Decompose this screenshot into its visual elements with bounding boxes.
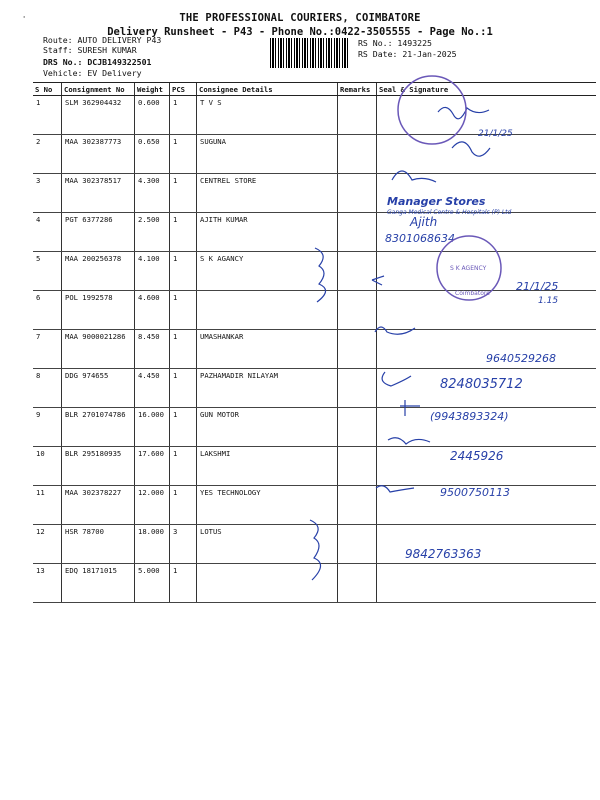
- cell-remarks: [338, 447, 377, 486]
- cell-consignee: AJITH KUMAR: [197, 213, 338, 252]
- runsheet-title: Delivery Runsheet - P43 - Phone No.:0422-3505555 - Page No.:1: [107, 26, 493, 38]
- hw-phone-10: 2445926: [450, 449, 504, 463]
- cell-weight: 18.000: [135, 525, 170, 564]
- table-row: [33, 369, 596, 408]
- vehicle: Vehicle: EV Delivery: [43, 68, 142, 78]
- hw-time-5: 1.15: [538, 296, 559, 306]
- cell-remarks: [338, 486, 377, 525]
- cell-consignment-no: MAA 302378227: [62, 486, 135, 525]
- col-consignee: Consignee Details: [197, 83, 338, 96]
- cell-pcs: 1: [170, 96, 197, 135]
- cell-consignee: [197, 291, 338, 330]
- cell-pcs: 1: [170, 213, 197, 252]
- cell-weight: 16.000: [135, 408, 170, 447]
- table-row: [33, 525, 596, 564]
- cell-consignment-no: MAA 302387773: [62, 135, 135, 174]
- table-row: [33, 564, 596, 603]
- cell-remarks: [338, 96, 377, 135]
- cell-sno: 3: [33, 174, 62, 213]
- col-signature: Seal & Signature: [377, 83, 597, 96]
- cell-remarks: [338, 369, 377, 408]
- cell-consignee: LOTUS: [197, 525, 338, 564]
- cell-pcs: 1: [170, 486, 197, 525]
- cell-consignee: CENTREL STORE: [197, 174, 338, 213]
- table-header-row: [33, 83, 596, 96]
- table-row: [33, 447, 596, 486]
- cell-consignment-no: BLR 295180935: [62, 447, 135, 486]
- hw-phone-ajith: 8301068634: [385, 232, 455, 245]
- hw-phone-11: 9500750113: [440, 486, 510, 499]
- drs-number: DRS No.: DCJB149322501: [43, 57, 152, 67]
- table-row: [33, 486, 596, 525]
- cell-weight: 4.100: [135, 252, 170, 291]
- cell-weight: 4.450: [135, 369, 170, 408]
- cell-weight: 17.600: [135, 447, 170, 486]
- cell-sno: 8: [33, 369, 62, 408]
- cell-weight: 2.500: [135, 213, 170, 252]
- cell-consignee: LAKSHMI: [197, 447, 338, 486]
- cell-weight: 5.000: [135, 564, 170, 603]
- col-weight: Weight: [135, 83, 170, 96]
- cell-sno: 11: [33, 486, 62, 525]
- cell-consignment-no: POL 1992578: [62, 291, 135, 330]
- cell-consignment-no: MAA 302378517: [62, 174, 135, 213]
- delivery-table: [33, 82, 596, 603]
- cell-consignee: GUN MOTOR: [197, 408, 338, 447]
- staff: Staff: SURESH KUMAR: [43, 45, 137, 55]
- cell-signature: [377, 252, 597, 291]
- cell-signature: [377, 135, 597, 174]
- cell-pcs: 1: [170, 564, 197, 603]
- table-row: [33, 174, 596, 213]
- hw-date-1: 21/1/25: [478, 129, 513, 139]
- table-row: [33, 330, 596, 369]
- barcode: [270, 38, 350, 68]
- cell-remarks: [338, 213, 377, 252]
- cell-signature: [377, 564, 597, 603]
- cell-weight: 0.650: [135, 135, 170, 174]
- col-sno: S No: [33, 83, 62, 96]
- cell-consignment-no: HSR 78700: [62, 525, 135, 564]
- cell-remarks: [338, 408, 377, 447]
- cell-pcs: 1: [170, 174, 197, 213]
- cell-weight: 12.000: [135, 486, 170, 525]
- table-row: [33, 96, 596, 135]
- cell-remarks: [338, 252, 377, 291]
- cell-sno: 9: [33, 408, 62, 447]
- stamp-agency-city: Coimbatore: [455, 290, 490, 297]
- hw-ajith: Ajith: [410, 215, 438, 229]
- company-name: THE PROFESSIONAL COURIERS, COIMBATORE: [179, 12, 421, 24]
- cell-sno: 5: [33, 252, 62, 291]
- cell-remarks: [338, 174, 377, 213]
- cell-remarks: [338, 291, 377, 330]
- rs-date: RS Date: 21-Jan-2025: [358, 49, 457, 59]
- cell-consignment-no: SLM 362904432: [62, 96, 135, 135]
- cell-signature: [377, 96, 597, 135]
- cell-consignment-no: EDQ 18171015: [62, 564, 135, 603]
- cell-pcs: 1: [170, 369, 197, 408]
- cell-sno: 12: [33, 525, 62, 564]
- hw-phone-8b: (9943893324): [430, 410, 509, 423]
- col-pcs: PCS: [170, 83, 197, 96]
- cell-consignee: T V S: [197, 96, 338, 135]
- cell-pcs: 3: [170, 525, 197, 564]
- rs-number: RS No.: 1493225: [358, 38, 432, 48]
- cell-remarks: [338, 135, 377, 174]
- hw-phone-8a: 8248035712: [440, 377, 523, 392]
- cell-sno: 6: [33, 291, 62, 330]
- cell-pcs: 1: [170, 252, 197, 291]
- cell-consignment-no: DDG 974655: [62, 369, 135, 408]
- cell-pcs: 1: [170, 135, 197, 174]
- stamp-agency-name: S K AGENCY: [450, 265, 487, 272]
- cell-signature: [377, 408, 597, 447]
- cell-signature: [377, 330, 597, 369]
- cell-consignment-no: BLR 2701074786: [62, 408, 135, 447]
- cell-weight: 4.600: [135, 291, 170, 330]
- col-consignment: Consignment No: [62, 83, 135, 96]
- table-row: [33, 408, 596, 447]
- cell-sno: 13: [33, 564, 62, 603]
- cell-consignee: [197, 564, 338, 603]
- hw-date-5: 21/1/25: [516, 280, 559, 293]
- cell-signature: [377, 291, 597, 330]
- cell-consignment-no: MAA 9000021286: [62, 330, 135, 369]
- cell-remarks: [338, 564, 377, 603]
- cell-signature: [377, 525, 597, 564]
- cell-consignee: PAZHAMADIR NILAYAM: [197, 369, 338, 408]
- cell-weight: 0.600: [135, 96, 170, 135]
- cell-consignment-no: PGT 6377286: [62, 213, 135, 252]
- cell-signature: [377, 213, 597, 252]
- cell-weight: 4.300: [135, 174, 170, 213]
- col-remarks: Remarks: [338, 83, 377, 96]
- cell-remarks: [338, 525, 377, 564]
- cell-signature: [377, 447, 597, 486]
- cell-pcs: 1: [170, 291, 197, 330]
- cell-signature: [377, 174, 597, 213]
- hw-phone-12: 9842763363: [405, 547, 482, 561]
- stamp-store-title: Manager Stores: [387, 195, 486, 208]
- cell-pcs: 1: [170, 447, 197, 486]
- cell-signature: [377, 486, 597, 525]
- table-row: [33, 291, 596, 330]
- cell-sno: 10: [33, 447, 62, 486]
- cell-consignee: S K AGANCY: [197, 252, 338, 291]
- page-tick-mark: ': [22, 15, 27, 23]
- stamp-store-sub: Ganga Medical Centre & Hospitals (P) Ltd: [387, 209, 512, 216]
- hw-phone-uma: 9640529268: [486, 352, 556, 365]
- cell-consignee: UMASHANKAR: [197, 330, 338, 369]
- cell-sno: 1: [33, 96, 62, 135]
- cell-signature: [377, 369, 597, 408]
- route: Route: AUTO DELIVERY P43: [43, 35, 162, 45]
- cell-sno: 2: [33, 135, 62, 174]
- cell-sno: 4: [33, 213, 62, 252]
- cell-pcs: 1: [170, 408, 197, 447]
- cell-pcs: 1: [170, 330, 197, 369]
- cell-weight: 8.450: [135, 330, 170, 369]
- cell-consignment-no: MAA 200256378: [62, 252, 135, 291]
- table-row: [33, 213, 596, 252]
- cell-remarks: [338, 330, 377, 369]
- table-row: [33, 252, 596, 291]
- cell-consignee: SUGUNA: [197, 135, 338, 174]
- table-row: [33, 135, 596, 174]
- cell-sno: 7: [33, 330, 62, 369]
- cell-consignee: YES TECHNOLOGY: [197, 486, 338, 525]
